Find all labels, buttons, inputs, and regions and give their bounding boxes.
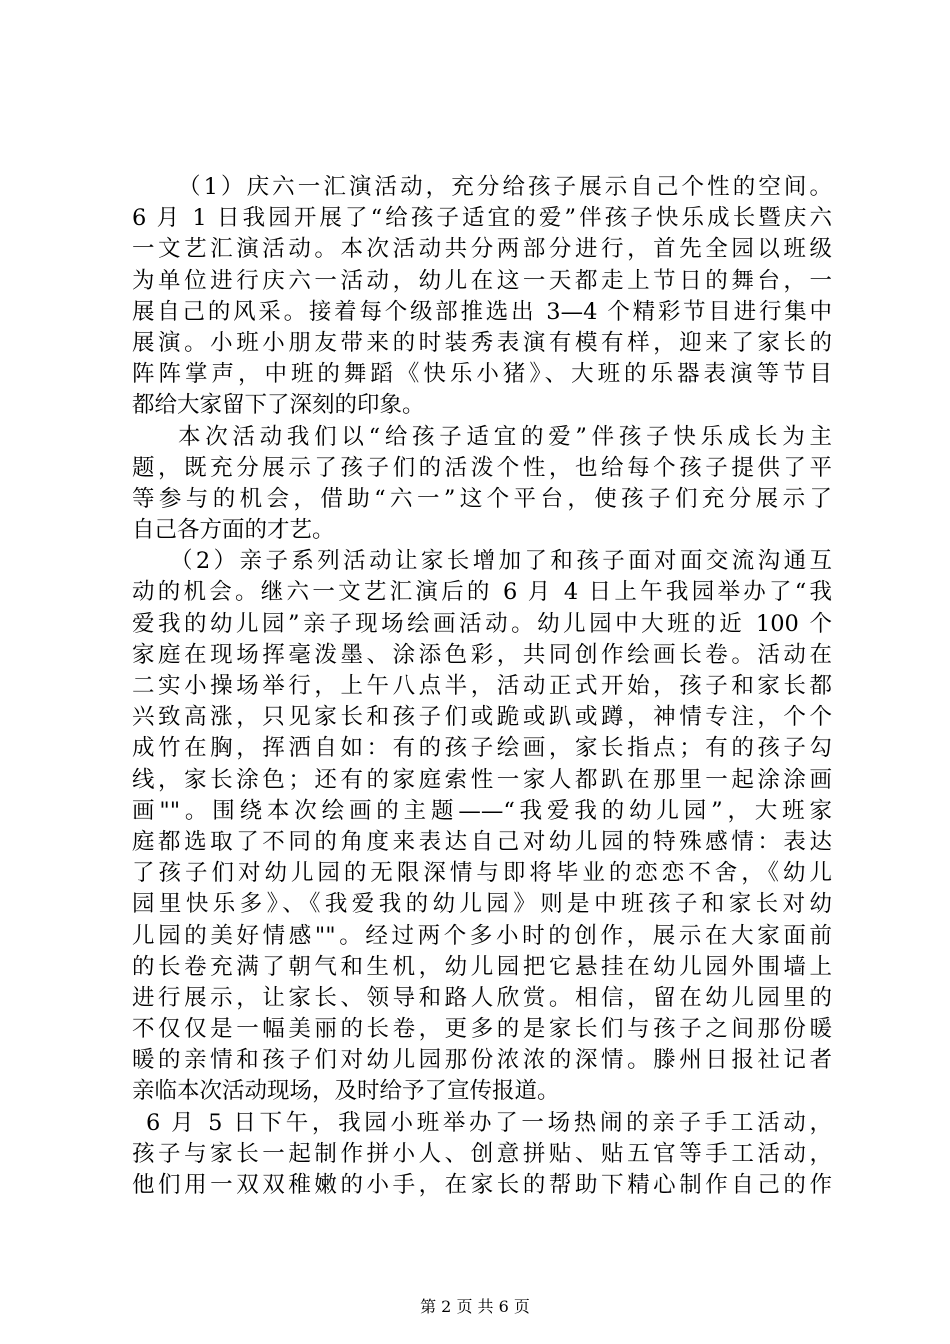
text-line: 亲临本次活动现场，及时给予了宣传报道。 [132, 1078, 560, 1105]
text-line: 为单位进行庆六一活动，幼儿在这一天都走上节日的舞台，一 [132, 267, 832, 294]
text-line: 一文艺汇演活动。本次活动共分两部分进行，首先全园以班级 [132, 236, 832, 263]
text-line: 孩子与家长一起制作拼小人、创意拼贴、贴五官等手工活动， [132, 1140, 832, 1167]
text-line: 等参与的机会，借助“六一”这个平台，使孩子们充分展示了 [132, 485, 832, 512]
text-line: 6 月 1 日我园开展了“给孩子适宜的爱”伴孩子快乐成长暨庆六 [132, 205, 832, 232]
text-line: 展自己的风采。接着每个级部推选出 3—4 个精彩节目进行集中 [132, 298, 832, 325]
body-text [132, 172, 832, 1201]
text-line: 阵阵掌声，中班的舞蹈《快乐小猪》、大班的乐器表演等节目 [132, 361, 832, 388]
text-line: 自己各方面的才艺。 [132, 517, 335, 544]
text-line: 本次活动我们以“给孩子适宜的爱”伴孩子快乐成长为主 [178, 423, 832, 450]
text-line: （1）庆六一汇演活动，充分给孩子展示自己个性的空间。 [178, 174, 832, 200]
text-line: 儿园的美好情感""。经过两个多小时的创作，展示在大家面前 [132, 922, 832, 949]
text-line: 园里快乐多》、《我爱我的幼儿园》则是中班孩子和家长对幼 [132, 891, 832, 918]
text-line: （2）亲子系列活动让家长增加了和孩子面对面交流沟通互 [170, 548, 832, 575]
text-line: 成竹在胸，挥洒自如：有的孩子绘画，家长指点；有的孩子勾 [132, 735, 832, 762]
text-line: 展演。小班小朋友带来的时装秀表演有模有样，迎来了家长的 [132, 329, 832, 356]
text-line: 画""。围绕本次绘画的主题——“我爱我的幼儿园”，大班家 [132, 797, 832, 824]
text-line: 暖的亲情和孩子们对幼儿园那份浓浓的深情。滕州日报社记者 [132, 1047, 832, 1074]
text-line: 家庭在现场挥毫泼墨、涂添色彩，共同创作绘画长卷。活动在 [132, 641, 832, 668]
text-line: 都给大家留下了深刻的印象。 [132, 392, 425, 419]
text-line: 他们用一双双稚嫩的小手，在家长的帮助下精心制作自己的作 [132, 1172, 832, 1198]
text-line: 兴致高涨，只见家长和孩子们或跪或趴或蹲，神情专注，个个 [132, 704, 832, 731]
text-line: 不仅仅是一幅美丽的长卷，更多的是家长们与孩子之间那份暖 [132, 1016, 832, 1043]
text-line: 题，既充分展示了孩子们的活泼个性，也给每个孩子提供了平 [132, 454, 832, 481]
page-number: 第 2 页 共 6 页 [420, 1297, 530, 1316]
text-line: 庭都选取了不同的角度来表达自己对幼儿园的特殊感情：表达 [132, 828, 832, 855]
text-line: 二实小操场举行，上午八点半，活动正式开始，孩子和家长都 [132, 673, 832, 699]
text-line: 6 月 5 日下午，我园小班举办了一场热闹的亲子手工活动， [146, 1109, 832, 1136]
text-line: 线，家长涂色；还有的家庭索性一家人都趴在那里一起涂涂画 [132, 766, 832, 793]
text-line: 进行展示，让家长、领导和路人欣赏。相信，留在幼儿园里的 [132, 984, 832, 1011]
text-line: 爱我的幼儿园”亲子现场绘画活动。幼儿园中大班的近 100 个 [132, 610, 832, 637]
text-line: 动的机会。继六一文艺汇演后的 6 月 4 日上午我园举办了“我 [132, 579, 832, 606]
text-line: 的长卷充满了朝气和生机，幼儿园把它悬挂在幼儿园外围墙上 [132, 953, 832, 980]
text-line: 了孩子们对幼儿园的无限深情与即将毕业的恋恋不舍，《幼儿 [132, 860, 832, 887]
